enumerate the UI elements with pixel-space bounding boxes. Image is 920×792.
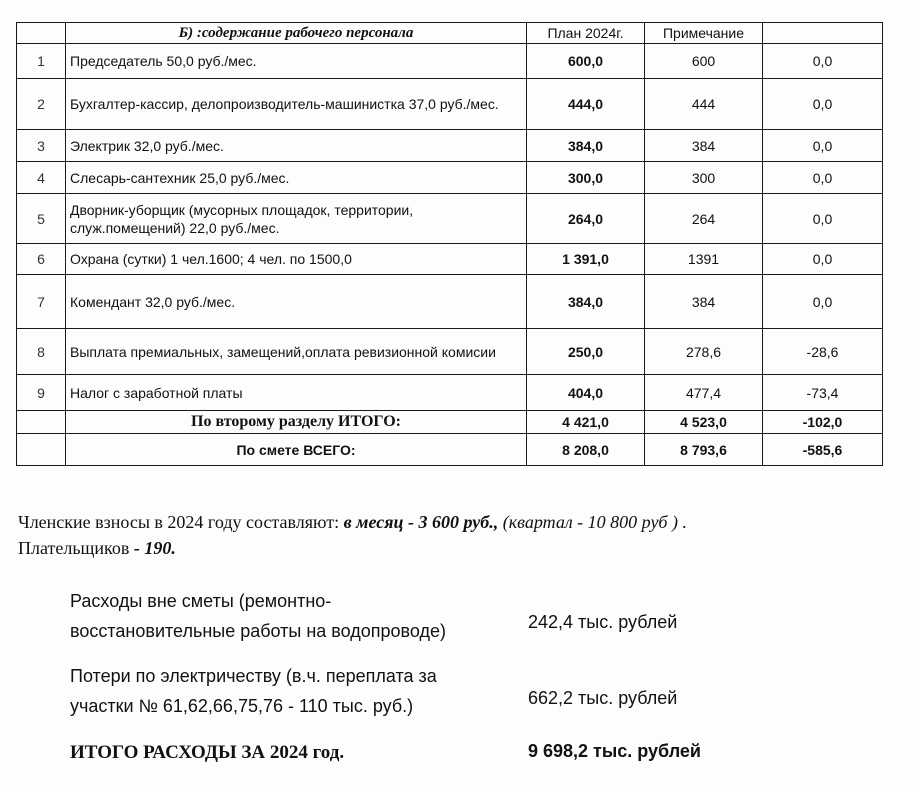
repair-amount: 242,4 тыс. рублей: [528, 612, 678, 632]
row-number: 9: [17, 375, 66, 411]
row-diff: -28,6: [763, 329, 883, 375]
row-plan: 600,0: [527, 44, 645, 79]
row-number: 1: [17, 44, 66, 79]
dues-monthly: в месяц - 3 600 руб.,: [343, 512, 499, 532]
row-name: Выплата премиальных, замещений,оплата ревизионной комисии: [66, 329, 527, 375]
row-number: 8: [17, 329, 66, 375]
row-plan: 384,0: [527, 275, 645, 329]
row-note: 300: [645, 162, 763, 194]
table-row: [17, 375, 883, 411]
section-total-label: По второму разделу ИТОГО:: [66, 411, 527, 434]
table-row: [17, 275, 883, 329]
row-plan: 404,0: [527, 375, 645, 411]
row-number: 5: [17, 194, 66, 244]
table-row: [17, 329, 883, 375]
row-diff: 0,0: [763, 194, 883, 244]
row-number: 4: [17, 162, 66, 194]
row-name: Председатель 50,0 руб./мес.: [66, 44, 527, 79]
table-row: [17, 130, 883, 162]
grand-total-diff: -585,6: [763, 434, 883, 466]
repair-line-2: восстановительные работы на водопроводе): [70, 621, 447, 641]
row-number: 6: [17, 244, 66, 275]
table-row: [17, 44, 883, 79]
row-number: 3: [17, 130, 66, 162]
grand-total-label: По смете ВСЕГО:: [66, 434, 527, 466]
table-row: [17, 194, 883, 244]
row-name: Налог с заработной платы: [66, 375, 527, 411]
row-plan: 384,0: [527, 130, 645, 162]
plan-column-header: План 2024г.: [527, 23, 645, 44]
table-row: [17, 79, 883, 130]
staff-expenses-table: [16, 22, 883, 466]
payers-value: - 190.: [133, 538, 176, 558]
row-diff: 0,0: [763, 275, 883, 329]
row-diff: 0,0: [763, 79, 883, 130]
section-total-note: 4 523,0: [645, 411, 763, 434]
payers-line: [18, 537, 176, 559]
repair-line-1: Расходы вне сметы (ремонтно-: [70, 591, 332, 611]
row-diff: -73,4: [763, 375, 883, 411]
repair-expenses-text: [70, 586, 446, 646]
power-loss-text: [70, 661, 437, 721]
row-note: 264: [645, 194, 763, 244]
dues-lead: Членские взносы в 2024 году составляют:: [18, 512, 340, 532]
row-note: 1391: [645, 244, 763, 275]
row-name: Комендант 32,0 руб./мес.: [66, 275, 527, 329]
row-plan: 300,0: [527, 162, 645, 194]
grand-total-plan: 8 208,0: [527, 434, 645, 466]
row-name: Охрана (сутки) 1 чел.1600; 4 чел. по 1500,0: [66, 244, 527, 275]
row-name: Электрик 32,0 руб./мес.: [66, 130, 527, 162]
section-total-diff: -102,0: [763, 411, 883, 434]
row-name: Бухгалтер-кассир, делопроизводитель-машинистка 37,0 руб./мес.: [66, 79, 527, 130]
row-note: 444: [645, 79, 763, 130]
total-num-cell: [17, 411, 66, 434]
extra-column-header: [763, 23, 883, 44]
row-note: 278,6: [645, 329, 763, 375]
row-note: 477,4: [645, 375, 763, 411]
row-diff: 0,0: [763, 44, 883, 79]
power-line-1: Потери по электричеству (в.ч. переплата за: [70, 666, 437, 686]
header-num-cell: [17, 23, 66, 44]
table-header-row: [17, 23, 883, 44]
grand-total-note: 8 793,6: [645, 434, 763, 466]
row-number: 2: [17, 79, 66, 130]
payers-label: Плательщиков: [18, 538, 130, 558]
grand-total-row: [17, 434, 883, 466]
total-expenses-label: ИТОГО РАСХОДЫ ЗА 2024 год.: [70, 742, 345, 763]
row-name: Слесарь-сантехник 25,0 руб./мес.: [66, 162, 527, 194]
table-row: [17, 162, 883, 194]
row-diff: 0,0: [763, 244, 883, 275]
section-total-plan: 4 421,0: [527, 411, 645, 434]
dues-quarter: (квартал - 10 800 руб ) .: [502, 512, 687, 532]
section-title: Б) :содержание рабочего персонала: [66, 23, 527, 44]
row-note: 600: [645, 44, 763, 79]
row-diff: 0,0: [763, 130, 883, 162]
table-row: [17, 244, 883, 275]
row-diff: 0,0: [763, 162, 883, 194]
row-plan: 444,0: [527, 79, 645, 130]
row-plan: 1 391,0: [527, 244, 645, 275]
dues-line: [18, 511, 687, 533]
note-column-header: Примечание: [645, 23, 763, 44]
row-plan: 264,0: [527, 194, 645, 244]
total-expenses-amount: 9 698,2 тыс. рублей: [528, 741, 701, 761]
row-note: 384: [645, 130, 763, 162]
power-line-2: участки № 61,62,66,75,76 - 110 тыс. руб.): [70, 696, 414, 716]
row-number: 7: [17, 275, 66, 329]
grand-num-cell: [17, 434, 66, 466]
section-total-row: [17, 411, 883, 434]
power-amount: 662,2 тыс. рублей: [528, 688, 678, 708]
row-name: Дворник-уборщик (мусорных площадок, территории, служ.помещений) 22,0 руб./мес.: [66, 194, 527, 244]
row-note: 384: [645, 275, 763, 329]
row-plan: 250,0: [527, 329, 645, 375]
